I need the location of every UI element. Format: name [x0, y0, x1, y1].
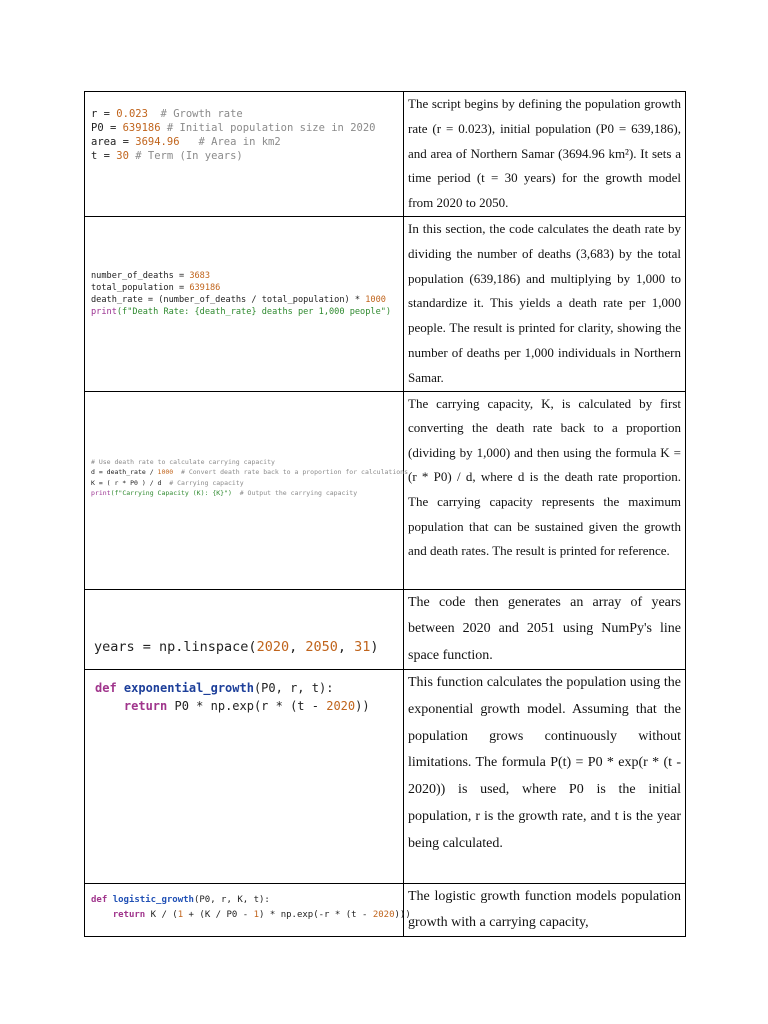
code-line [91, 488, 408, 499]
code-token: (P0, r, t): [253, 681, 334, 696]
code-line [94, 638, 379, 656]
code-block [91, 893, 411, 923]
table-row [85, 884, 686, 937]
code-line [91, 107, 375, 121]
code-token: P0 * np.exp(r * (t - [167, 699, 327, 714]
code-token: , [289, 638, 306, 655]
code-snippet-cell [85, 884, 411, 937]
code-line [91, 457, 408, 468]
code-token: r = [91, 108, 117, 120]
code-token: def [91, 895, 113, 906]
code-line [91, 135, 375, 149]
code-token: (P0, r, K, t): [193, 895, 270, 906]
code-token: # Area in km2 [179, 136, 281, 148]
code-token: number_of_deaths = [91, 271, 190, 281]
code-snippet-cell [85, 589, 404, 670]
code-line [91, 270, 391, 282]
table-row [85, 217, 686, 392]
code-token: 3683 [189, 271, 211, 281]
explanation-text: The code then generates an array of years between 2020 and 2051 using NumPy's line space function. [404, 589, 686, 670]
code-block [94, 638, 379, 656]
table-row [85, 589, 686, 670]
code-line [91, 467, 408, 478]
code-token: 3694.96 [135, 136, 180, 148]
code-token: print [91, 489, 111, 498]
code-block [91, 107, 375, 163]
code-token: (f"Carrying Capacity (K): {K}") [110, 489, 232, 498]
code-token: return [123, 699, 168, 714]
code-token: P0 = [91, 122, 123, 134]
code-line [91, 282, 391, 294]
code-token: 31 [354, 638, 371, 655]
code-token: ) * np.exp(-r * (t - [259, 910, 373, 921]
code-token: # Term (In years) [128, 150, 243, 162]
code-token: return [112, 910, 146, 921]
code-line [91, 893, 411, 908]
code-line [91, 149, 375, 163]
code-token: K / ( [145, 910, 178, 921]
table-row [85, 391, 686, 589]
code-token: (f"Death Rate: {death_rate} deaths per 1,000 people") [116, 307, 392, 317]
explanation-text: In this section, the code calculates the death rate by dividing the number of deaths (3,683) by the total population (639,186) and multiplying by 1,000 to standardize it. This yields a death rate per 1,000 people. The result is printed for clarity, showing the number of deaths per 1,000 individuals in Northern Samar. [404, 217, 686, 392]
code-token: # Carrying capacity [169, 478, 244, 487]
code-block [91, 270, 391, 318]
code-token: logistic_growth [112, 895, 194, 906]
code-line [91, 908, 411, 923]
code-token: def [95, 681, 124, 696]
code-token: + (K / P0 - [183, 910, 254, 921]
code-token: # Initial population size in 2020 [160, 122, 376, 134]
code-token: area = [91, 136, 136, 148]
code-token [95, 699, 124, 713]
code-token: # Output the carrying capacity [231, 489, 358, 498]
code-token: 1000 [365, 295, 386, 305]
code-snippet-cell [85, 92, 404, 217]
code-token: # Growth rate [147, 108, 243, 120]
code-line [91, 121, 375, 135]
code-token: ))) [394, 910, 411, 921]
code-token: 0.023 [116, 108, 148, 120]
code-token: 639186 [189, 283, 221, 293]
code-token: # Convert death rate back to a proportion for calculations [173, 468, 408, 477]
code-snippet-cell [85, 391, 408, 589]
code-snippet-cell [85, 217, 404, 392]
table-row [85, 92, 686, 217]
code-block [95, 679, 370, 715]
code-token: , [337, 638, 355, 655]
code-token: ) [370, 638, 379, 655]
explanation-text: This function calculates the population using the exponential growth model. Assuming that the population grows continuously without limitations. The formula P(t) = P0 * exp(r * (t - 2020)) is used, where P0 is the initial population, r is the growth rate, and t is the year being calculated. [404, 670, 686, 884]
code-token [91, 910, 113, 920]
code-token: 2050 [305, 638, 338, 655]
code-line [95, 697, 370, 715]
code-token: print [91, 307, 117, 317]
explanation-text: The carrying capacity, K, is calculated by first converting the death rate back to a proportion (dividing by 1,000) and then using the formula K = (r * P0) / d, where d is the death rate proportion. The carrying capacity represents the maximum population that can be sustained given the growth and death rates. The result is printed for reference. [404, 391, 686, 589]
code-token: 2020 [256, 638, 290, 655]
code-token: d = death_rate / [91, 468, 158, 477]
code-line [91, 294, 391, 306]
code-token: # Use death rate to calculate carrying capacity [91, 457, 275, 466]
code-token: 2020 [372, 910, 395, 921]
code-block [91, 457, 408, 499]
code-token: exponential_growth [123, 681, 254, 696]
code-line [91, 478, 408, 489]
table-row [85, 670, 686, 884]
code-token: death_rate = (number_of_deaths / total_population) * [91, 295, 366, 305]
code-token: 1 [253, 910, 260, 921]
code-token: 1 [177, 910, 184, 921]
explanation-text: The script begins by defining the population growth rate (r = 0.023), initial population (P0 = 639,186), and area of Northern Samar (3694.96 km²). It sets a time period (t = 30 years) for the growth model from 2020 to 2050. [404, 92, 686, 217]
code-token: t = [91, 150, 117, 162]
code-token: 30 [116, 150, 129, 162]
code-token: 2020 [326, 699, 356, 714]
code-token: K = ( r * P0 ) / d [91, 478, 170, 487]
code-explanation-table [84, 91, 686, 937]
code-token: )) [355, 699, 370, 714]
explanation-text: The logistic growth function models population growth with a carrying capacity, [404, 884, 686, 937]
code-token: total_population = [91, 283, 190, 293]
code-line [91, 306, 391, 318]
code-snippet-cell [85, 670, 404, 884]
code-line [95, 679, 370, 697]
code-token: years = np.linspace( [94, 638, 257, 655]
code-token: 1000 [157, 468, 174, 477]
code-token: 639186 [122, 122, 161, 134]
